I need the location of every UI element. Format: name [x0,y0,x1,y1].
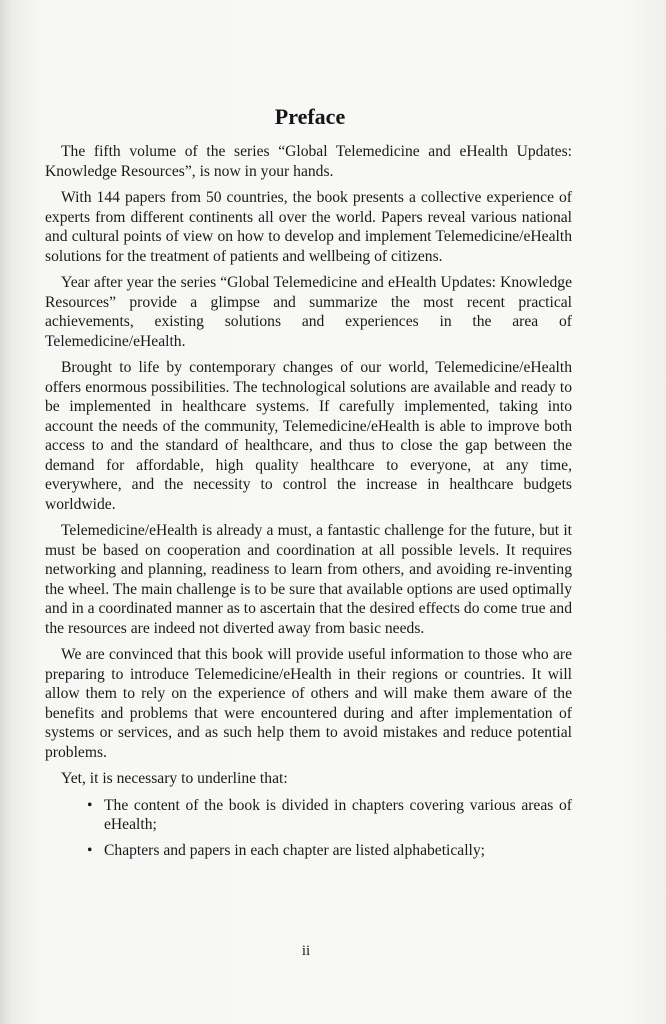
page-number: ii [301,943,311,959]
paragraph: The fifth volume of the series “Global Telemedicine and eHealth Updates: Knowledge Resources”, is now in your hands. [45,143,572,180]
bullet-list [45,796,572,861]
list-item-text: The content of the book is divided in chapters covering various areas of eHealth; [104,796,572,833]
paragraph: Brought to life by contemporary changes of our world, Telemedicine/eHealth offers enormous possibilities. The technological solutions are available and ready to be implemented in healthcare systems. If carefully implemented, taking into account the needs of the community, Telemedicine/eHealth is able to improve both access to and the standard of healthcare, and thus to close the gap between the demand for affordable, high quality healthcare to everyone, at any time, everywhere, and the necessity to control the increase in healthcare budgets worldwide. [45,359,572,513]
preface-body [45,142,572,866]
bullet-icon: • [87,841,93,859]
paragraph: We are convinced that this book will provide useful information to those who are preparing to introduce Telemedicine/eHealth in their regions or countries. It will allow them to rely on the experience of others and will make them aware of the benefits and problems that were encountered during and after implementation of systems or services, and as such help them to avoid mistakes and reduce potential problems. [45,646,572,761]
paragraph: Telemedicine/eHealth is already a must, a fantastic challenge for the future, but it must be based on cooperation and coordination at all possible levels. It requires networking and planning, readiness to learn from others, and avoiding re-inventing the wheel. The main challenge is to be sure that available options are used optimally and in a coordinated manner as to ascertain that the desired effects do come true and the resources are indeed not diverted away from basic needs. [45,522,572,637]
list-item [45,841,572,861]
paragraph: With 144 papers from 50 countries, the book presents a collective experience of experts from different continents all over the world. Papers reveal various national and cultural points of view on how to develop and implement Telemedicine/eHealth solutions for the treatment of patients and wellbeing of citizens. [45,189,572,265]
bullet-icon: • [87,796,93,814]
list-item-text: Chapters and papers in each chapter are listed alphabetically; [104,841,486,859]
paragraph: Yet, it is necessary to underline that: [61,770,288,787]
page-title: Preface [274,104,346,129]
list-item [45,796,572,835]
paragraph: Year after year the series “Global Telemedicine and eHealth Updates: Knowledge Resources” provide a glimpse and summarize the most recent practical achievements, existing solutions and experiences in the area of Telemedicine/eHealth. [45,274,572,350]
